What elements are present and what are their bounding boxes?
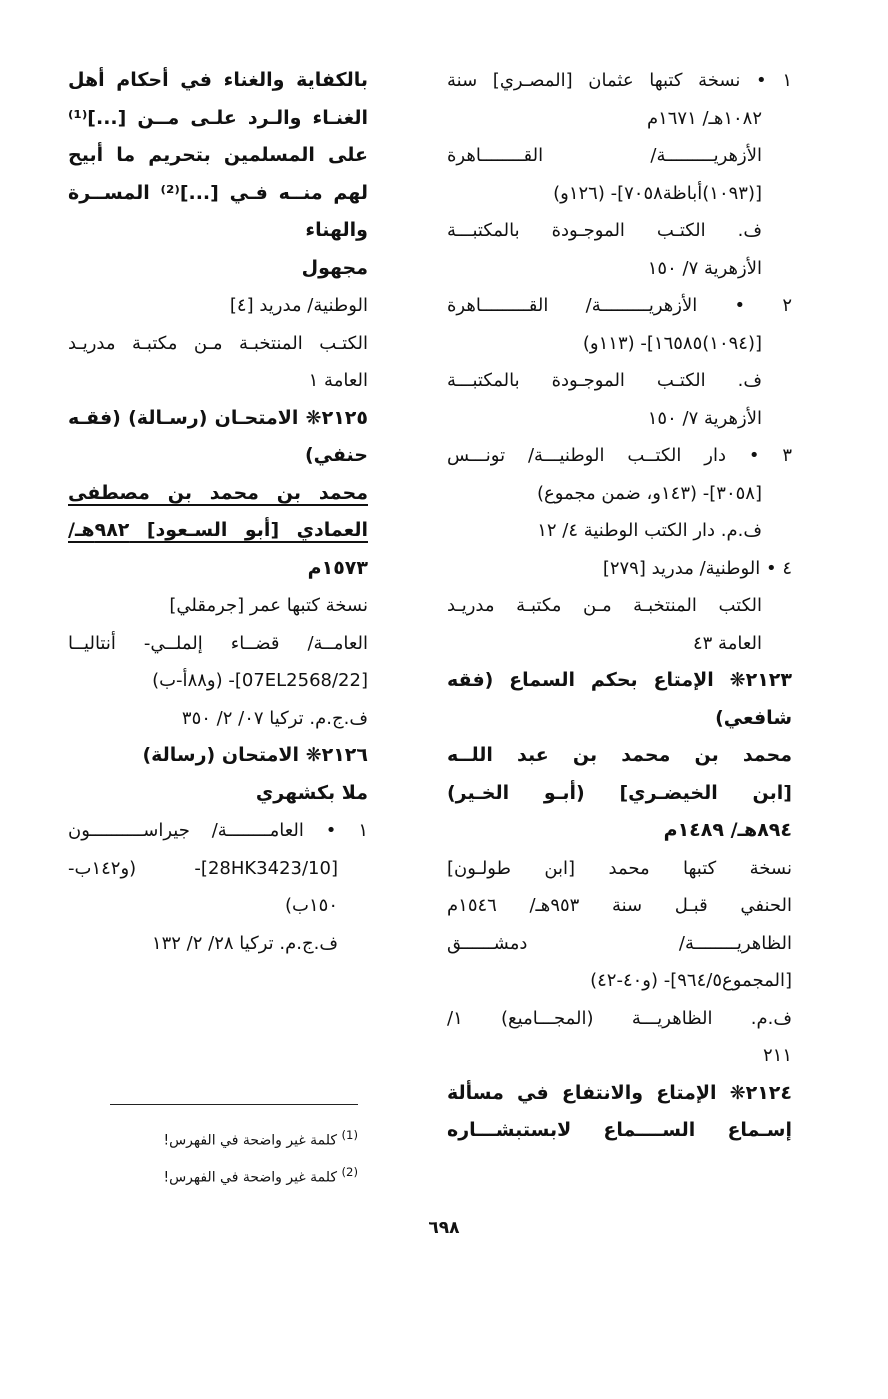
footnote (58, 1157, 358, 1194)
left-column-line: بالكفاية والغناء في أحكام أهل (68, 69, 368, 91)
right-column-line: ٨٩٤هـ/ ١٤٨٩م (663, 819, 792, 841)
right-column-line: ف. الكتـب الموجـودة بالمكتبـــة (447, 220, 762, 241)
left-column-line: الوطنية/ مدريد [٤] (229, 295, 368, 316)
right-column-line: [(١٠٩٣)أباظة٧٠٥٨]- (١٢٦و) (553, 182, 762, 204)
left-column (68, 62, 368, 962)
left-column-line: [07EL2568/22]- (و٨٨أ-ب) (152, 670, 368, 691)
left-column-line: الغنـاء والـرد علـى مــن [...]⁽¹⁾ (68, 106, 368, 129)
left-column-line: محمد بن محمد بن مصطفى (68, 481, 368, 504)
right-column-line: الأزهريـــــــــة/ القــــــــاهرة (447, 145, 762, 166)
right-column-line: ٢ • الأزهريـــــــــة/ القـــــــــاهرة (447, 295, 792, 316)
right-column-line: [٣٠٥٨]- (١٤٣و، ضمن مجموع) (536, 482, 762, 504)
right-column-line: ٢١٢٤❋ الإمتاع والانتفاع في مسألة (447, 1081, 792, 1104)
right-column-line: العامة ٤٣ (692, 632, 762, 654)
right-column-line: إسـماع الســــماع لابستبشـــاره (447, 1119, 792, 1141)
left-column-line: ملا بكشهري (255, 781, 368, 804)
footnote-separator (110, 1104, 358, 1105)
footnote-marker: (1) (341, 1128, 358, 1142)
right-column-line: [المجموع٩٦٤/٥]- (و٤٠-٤٢) (590, 970, 792, 991)
left-column-line: مجهول (301, 256, 368, 279)
footnotes (58, 1120, 358, 1193)
footnote-marker: (2) (341, 1164, 358, 1179)
left-column-line: [28HK3423/10]- (و١٤٢ب- (68, 857, 338, 879)
right-column-line: ف.م. الظاهريـــة (المجـــاميع) ١/ (447, 1007, 792, 1029)
left-column-line: العامــة/ قضــاء إلملــي- أنتاليــا (68, 632, 368, 654)
left-column-line: العمادي [أبو السـعود] ٩٨٢هـ/ (68, 519, 368, 541)
right-column-line: محمد بن محمد بن عبد اللــه (447, 744, 792, 766)
right-column-line: الظاهريــــــــة/ دمشــــــق (447, 932, 792, 954)
left-column-line: ٢١٢٦❋ الامتحان (رسالة) (142, 744, 368, 766)
left-column-line: على المسلمين بتحريم ما أبيح (68, 144, 368, 166)
left-column-line: ١ • العامــــــــة/ جيراســــــــــون (68, 820, 368, 841)
footnote-text: كلمة غير واضحة في الفهرس! (163, 1169, 337, 1186)
right-column-line: نسخة كتبها محمد [ابن طولـون] (447, 857, 792, 879)
right-column-line: [(١٠٩٤)١٦٥٨٥]- (١١٣و) (582, 332, 762, 354)
right-column-line: شافعي) (715, 706, 792, 729)
right-column-line: ٢١٢٣❋ الإمتاع بحكم السماع (فقه (447, 669, 792, 691)
right-column-line: [ابن الخيضـري] (أبـو الخـير) (447, 781, 792, 804)
left-column-line: العامة ١ (308, 370, 368, 391)
right-column-line: الأزهرية ٧/ ١٥٠ (647, 257, 762, 279)
left-column-line: والهناء (305, 219, 368, 241)
right-column-line: ٣ • دار الكتــب الوطنيـــة/ تونـــس (447, 445, 792, 466)
right-column-line: ٤ • الوطنية/ مدريد [٢٧٩] (602, 557, 792, 579)
footnote (58, 1120, 358, 1157)
left-column-line: ١٥٠ب) (285, 895, 338, 916)
footnote-text: كلمة غير واضحة في الفهرس! (163, 1132, 337, 1149)
left-column-line: ٢١٢٥❋ الامتحـان (رسـالة) (فقـه (68, 406, 368, 429)
right-column-line: ٢١١ (762, 1045, 792, 1066)
left-column-line: لهم منــه فـي [...]⁽²⁾ المســرة (68, 181, 368, 204)
right-column-line: ف. الكتـب الموجـودة بالمكتبـــة (447, 370, 762, 391)
left-column-line: حنفي) (304, 444, 368, 466)
left-column-line: نسخة كتبها عمر [جرمقلي] (169, 595, 368, 616)
right-column-line: الأزهرية ٧/ ١٥٠ (647, 407, 762, 429)
right-column-line: ١ • نسخة كتبها عثمان [المصـري] سنة (447, 70, 792, 91)
right-column (447, 62, 792, 1150)
right-column-line: الكتب المنتخبـة مـن مكتبـة مدريـد (447, 595, 762, 616)
left-column-line: ف.ج.م. تركيا ٠٧/ ٢/ ٣٥٠ (181, 707, 368, 729)
left-column-line: ١٥٧٣م (307, 556, 368, 579)
page-number: ٦٩٨ (428, 1218, 460, 1238)
left-column-line: الكتـب المنتخبـة مـن مكتبـة مدريـد (68, 332, 368, 354)
right-column-line: الحنفي قبـل سنة ٩٥٣هـ/ ١٥٤٦م (447, 895, 792, 916)
right-column-line: ١٠٨٢هـ/ ١٦٧١م (646, 107, 762, 129)
right-column-line: ف.م. دار الكتب الوطنية ٤/ ١٢ (537, 520, 762, 541)
left-column-line: ف.ج.م. تركيا ٢٨/ ٢/ ١٣٢ (151, 932, 338, 954)
